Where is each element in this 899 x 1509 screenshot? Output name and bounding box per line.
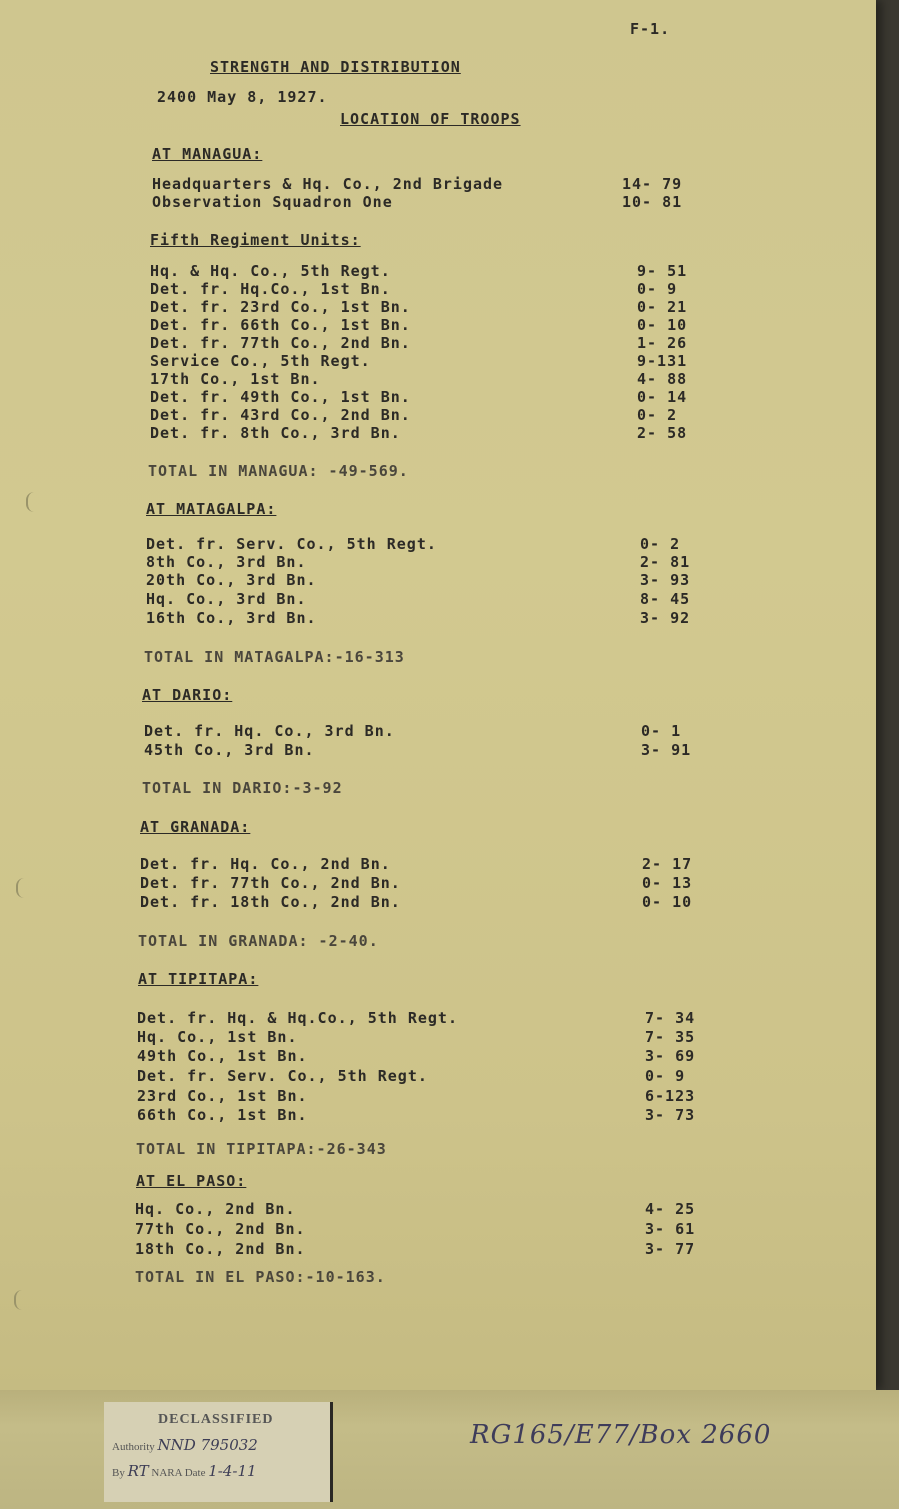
troop-count: 7- 35	[645, 1028, 696, 1046]
troop-count: 7- 34	[645, 1009, 696, 1027]
section-total-granada: TOTAL IN GRANADA: -2-40.	[138, 932, 379, 950]
troop-count: 0- 2	[637, 406, 678, 424]
unit-name: Hq. Co., 2nd Bn.	[135, 1200, 296, 1218]
troop-count: 9-131	[637, 352, 688, 370]
section-heading-managua: AT MANAGUA:	[152, 145, 263, 163]
troop-count: 3- 92	[640, 609, 691, 627]
stamp-nara-label: NARA Date	[151, 1467, 206, 1479]
unit-name: Hq. Co., 3rd Bn.	[146, 590, 307, 608]
unit-name: Det. fr. 23rd Co., 1st Bn.	[150, 298, 411, 316]
section-heading-granada: AT GRANADA:	[140, 818, 251, 836]
unit-name: 17th Co., 1st Bn.	[150, 370, 321, 388]
punch-hole	[16, 878, 32, 898]
troop-count: 4- 25	[645, 1200, 696, 1218]
unit-name: Det. fr. 49th Co., 1st Bn.	[150, 388, 411, 406]
unit-name: Det. fr. 77th Co., 2nd Bn.	[140, 874, 401, 892]
report-datetime: 2400 May 8, 1927.	[157, 88, 328, 106]
unit-name: Det. fr. 18th Co., 2nd Bn.	[140, 893, 401, 911]
unit-name: Hq. Co., 1st Bn.	[137, 1028, 298, 1046]
stamp-heading: DECLASSIFIED	[158, 1412, 274, 1427]
archive-handwritten-note: RG165/E77/Box 2660	[470, 1420, 772, 1450]
troop-count: 9- 51	[637, 262, 688, 280]
punch-hole	[14, 1290, 30, 1310]
stamp-authority-value: NND 795032	[157, 1436, 258, 1454]
document-title: STRENGTH AND DISTRIBUTION	[210, 58, 461, 76]
unit-name: 20th Co., 3rd Bn.	[146, 571, 317, 589]
unit-name: Det. fr. 43rd Co., 2nd Bn.	[150, 406, 411, 424]
unit-name: 8th Co., 3rd Bn.	[146, 553, 307, 571]
document-subtitle: LOCATION OF TROOPS	[340, 110, 521, 128]
unit-name: 49th Co., 1st Bn.	[137, 1047, 308, 1065]
troop-count: 3- 77	[645, 1240, 696, 1258]
unit-name: Det. fr. Hq. Co., 3rd Bn.	[144, 722, 395, 740]
section-heading-el-paso: AT EL PASO:	[136, 1172, 247, 1190]
unit-name: Hq. & Hq. Co., 5th Regt.	[150, 262, 391, 280]
unit-name: 23rd Co., 1st Bn.	[137, 1087, 308, 1105]
troop-count: 0- 10	[637, 316, 688, 334]
punch-hole	[26, 492, 42, 512]
section-total-matagalpa: TOTAL IN MATAGALPA:-16-313	[144, 648, 405, 666]
declassified-stamp	[104, 1402, 333, 1502]
troop-count: 0- 2	[640, 535, 681, 553]
stamp-authority-label: Authority	[112, 1441, 155, 1453]
troop-count: 1- 26	[637, 334, 688, 352]
stamp-by-label: By	[112, 1467, 125, 1479]
troop-count: 3- 73	[645, 1106, 696, 1124]
troop-count: 8- 45	[640, 590, 691, 608]
section-total-el-paso: TOTAL IN EL PASO:-10-163.	[135, 1268, 386, 1286]
troop-count: 0- 10	[642, 893, 693, 911]
unit-name: Det. fr. Hq.Co., 1st Bn.	[150, 280, 391, 298]
section-total-dario: TOTAL IN DARIO:-3-92	[142, 779, 343, 797]
unit-name: Det. fr. 77th Co., 2nd Bn.	[150, 334, 411, 352]
troop-count: 2- 81	[640, 553, 691, 571]
unit-name: Observation Squadron One	[152, 193, 393, 211]
unit-name: Det. fr. 66th Co., 1st Bn.	[150, 316, 411, 334]
section-heading-matagalpa: AT MATAGALPA:	[146, 500, 277, 518]
unit-name: Service Co., 5th Regt.	[150, 352, 371, 370]
troop-count: 0- 13	[642, 874, 693, 892]
troop-count: 3- 93	[640, 571, 691, 589]
section-total-tipitapa: TOTAL IN TIPITAPA:-26-343	[136, 1140, 387, 1158]
troop-count: 4- 88	[637, 370, 688, 388]
troop-count: 10- 81	[622, 193, 683, 211]
unit-name: 77th Co., 2nd Bn.	[135, 1220, 306, 1238]
troop-count: 14- 79	[622, 175, 683, 193]
unit-name: Det. fr. 8th Co., 3rd Bn.	[150, 424, 401, 442]
troop-count: 0- 21	[637, 298, 688, 316]
stamp-date-line	[112, 1462, 257, 1480]
troop-count: 6-123	[645, 1087, 696, 1105]
unit-name: Det. fr. Hq. Co., 2nd Bn.	[140, 855, 391, 873]
troop-count: 2- 17	[642, 855, 693, 873]
stamp-date-value: 1-4-11	[208, 1462, 257, 1480]
troop-count: 0- 9	[637, 280, 678, 298]
page-number: F-1.	[630, 20, 671, 38]
unit-name: 18th Co., 2nd Bn.	[135, 1240, 306, 1258]
unit-name: 16th Co., 3rd Bn.	[146, 609, 317, 627]
section-heading-tipitapa: AT TIPITAPA:	[138, 970, 259, 988]
section-total-managua: TOTAL IN MANAGUA: -49-569.	[148, 462, 409, 480]
unit-name: Det. fr. Serv. Co., 5th Regt.	[146, 535, 437, 553]
stamp-authority-line	[112, 1436, 258, 1454]
troop-count: 0- 9	[645, 1067, 686, 1085]
troop-count: 3- 61	[645, 1220, 696, 1238]
unit-name: 66th Co., 1st Bn.	[137, 1106, 308, 1124]
troop-count: 3- 69	[645, 1047, 696, 1065]
troop-count: 3- 91	[641, 741, 692, 759]
stamp-by-value: RT	[127, 1462, 149, 1480]
troop-count: 0- 1	[641, 722, 682, 740]
unit-name: Det. fr. Hq. & Hq.Co., 5th Regt.	[137, 1009, 458, 1027]
section-heading-dario: AT DARIO:	[142, 686, 233, 704]
unit-name: 45th Co., 3rd Bn.	[144, 741, 315, 759]
section-heading-fifth-regiment: Fifth Regiment Units:	[150, 231, 361, 249]
unit-name: Headquarters & Hq. Co., 2nd Brigade	[152, 175, 504, 193]
unit-name: Det. fr. Serv. Co., 5th Regt.	[137, 1067, 428, 1085]
troop-count: 2- 58	[637, 424, 688, 442]
troop-count: 0- 14	[637, 388, 688, 406]
